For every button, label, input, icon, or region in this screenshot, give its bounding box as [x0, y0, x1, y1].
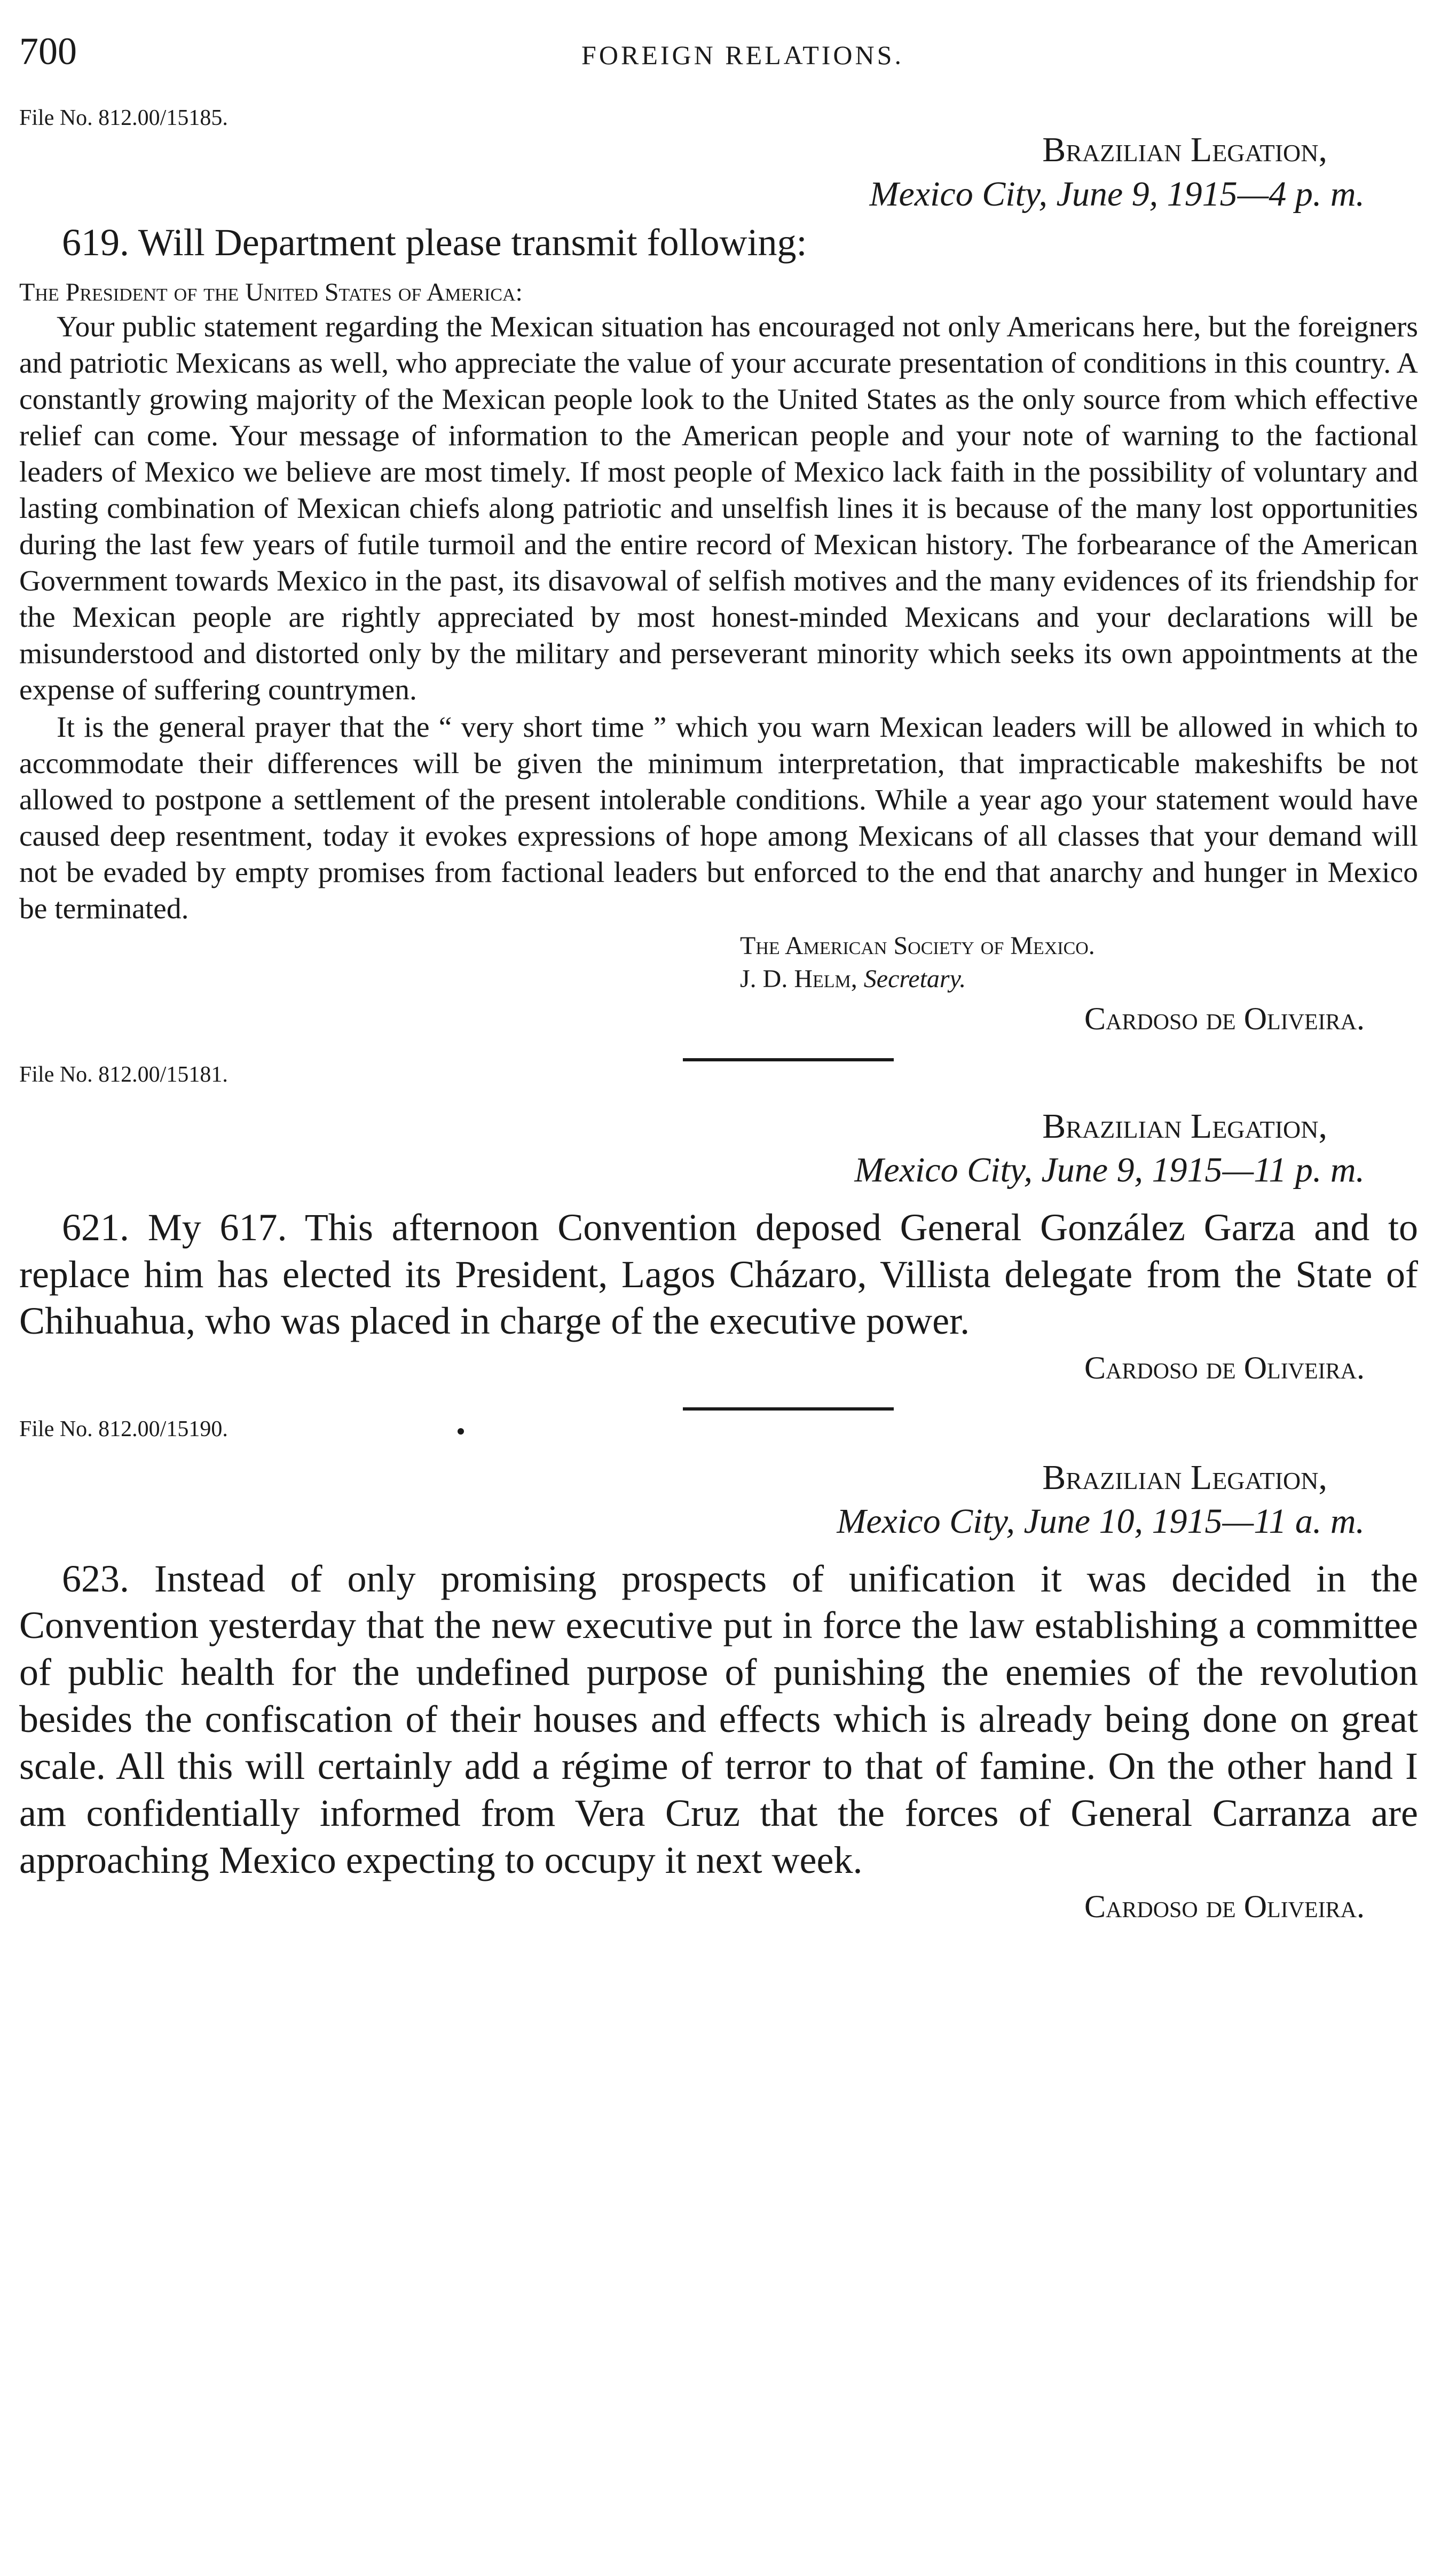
file-number [19, 1416, 1418, 1443]
telegram-body: 623. Instead of only promising prospects of unification it was decided in the Convention yesterday that the new executive put in force the law establishing a committee of public health for the undefined purpose of punishing the enemies of the revolution besides the confiscation of their houses and effects which is already being done on great scale. All this will certainly add a régime of terror to that of famine. On the other hand I am confidentially informed from Vera Cruz that the forces of General Carranza are approaching Mexico expecting to occupy it next week. [19, 1557, 1418, 1881]
legation-heading: Brazilian Legation, [1042, 1458, 1327, 1497]
running-head: FOREIGN RELATIONS. [581, 40, 904, 70]
secretary-title: Secretary. [863, 964, 966, 993]
telegram-621 [19, 1061, 1418, 1388]
telegram-619 [19, 105, 1418, 1039]
telegram-623 [19, 1416, 1418, 1927]
file-number-text: File No. 812.00/15190. [19, 1417, 228, 1442]
message-paragraph: Your public statement regarding the Mexican situation has encouraged not only Americans here, but the foreigners and patriotic Mexicans as well, who appreciate the value of your accurate presentation of conditions in this country. A constantly growing majority of the Mexican people look to the United States as the only source from which effective relief can come. Your message of information to the American people and your note of warning to the factional leaders of Mexico we believe are most timely. If most people of Mexico lack faith in the possibility of voluntary and lasting combination of Mexican chiefs along patriotic and unselfish lines it is because of the many lost opportunities during the last few years of futile turmoil and the entire record of Mexican history. The forbearance of the American Government towards Mexico in the past, its disavowal of selfish motives and the many evidences of its friendship for the Mexican people are rightly appreciated by most honest-minded Mexicans and your declarations will be misunderstood and distorted only by the military and perseverant minority which seeks its own appointments at the expense of suffering countrymen. [19, 310, 1418, 706]
dateline: Mexico City, June 9, 1915—4 p. m. [869, 174, 1365, 214]
telegram-opening: 619. Will Department please transmit following: [62, 221, 807, 264]
page-header [19, 32, 1418, 83]
dateline: Mexico City, June 10, 1915—11 a. m. [837, 1502, 1365, 1541]
message-paragraph: It is the general prayer that the “ very short time ” which you warn Mexican leaders will be allowed in which to accommodate their differences will be given the minimum interpretation, that impracticable makeshifts be not allowed to postpone a settlement of the present intolerable conditions. While a year ago your statement would have caused deep resentment, today it evokes expressions of hope among Mexicans of all classes that your demand will not be evaded by empty promises from factional leaders but enforced to the end that anarchy and hunger in Mexico be terminated. [19, 711, 1418, 925]
section-divider [683, 1058, 894, 1061]
sender-signature: Cardoso de Oliveira. [1084, 1350, 1365, 1386]
sender-signature: Cardoso de Oliveira. [1084, 1001, 1365, 1037]
secretary-name: J. D. Helm, [740, 964, 857, 993]
page-number: 700 [19, 30, 77, 73]
society-signature: The American Society of Mexico. [740, 931, 1095, 960]
section-divider [683, 1407, 894, 1411]
telegram-body: 621. My 617. This afternoon Convention deposed General González Garza and to replace him has elected its President, Lagos Cházaro, Villista delegate from the State of Chihuahua, who was placed in charge of the executive power. [19, 1206, 1418, 1343]
dateline: Mexico City, June 9, 1915—11 p. m. [854, 1151, 1365, 1190]
legation-heading: Brazilian Legation, [1042, 1106, 1327, 1146]
bullet-mark [458, 1428, 464, 1435]
addressee: The President of the United States of America: [19, 278, 523, 307]
file-number: File No. 812.00/15181. [19, 1062, 228, 1088]
file-number: File No. 812.00/15185. [19, 106, 228, 130]
sender-signature: Cardoso de Oliveira. [1084, 1889, 1365, 1925]
document-page [19, 32, 1418, 1927]
secretary-signature [740, 963, 1418, 996]
legation-heading: Brazilian Legation, [1042, 130, 1327, 170]
